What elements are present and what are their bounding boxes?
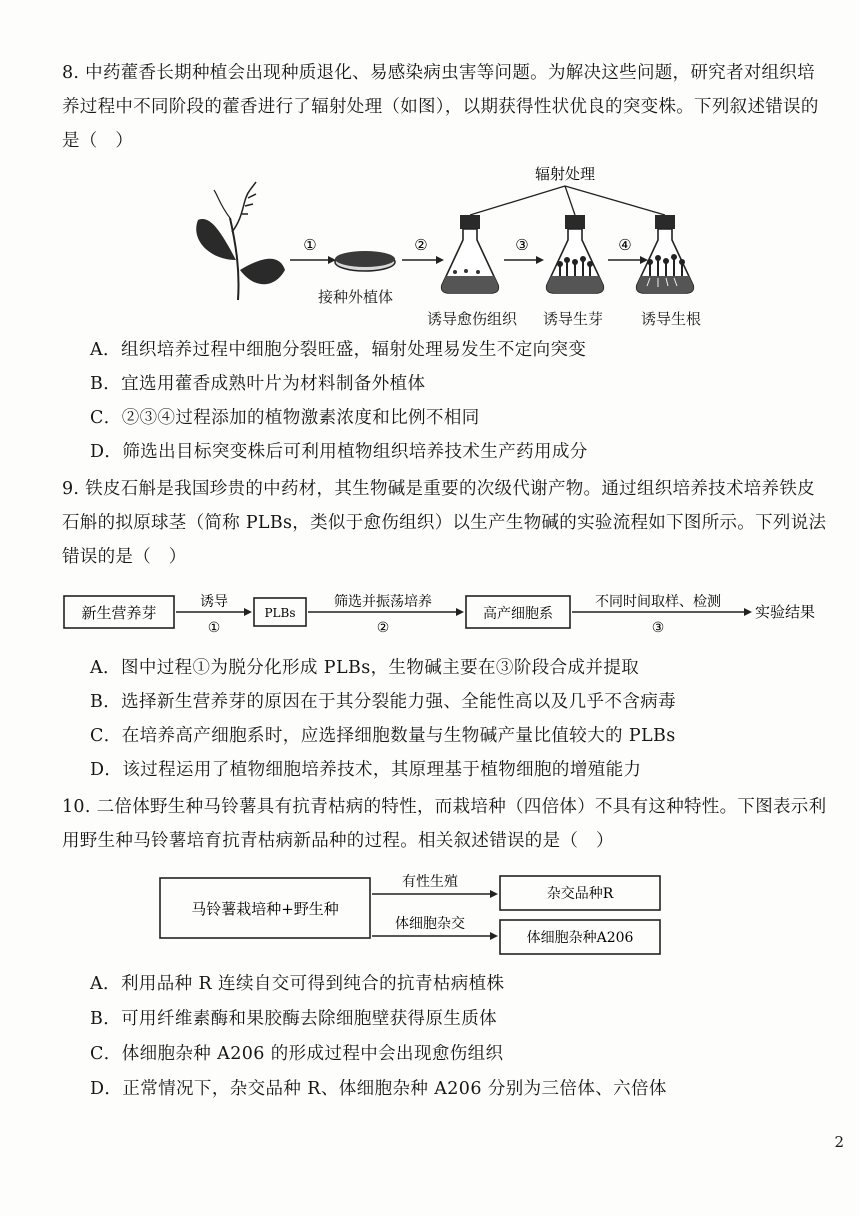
q9-option-b: B．选择新生营养芽的原因在于其分裂能力强、全能性高以及几乎不含病毒 [90,692,677,712]
q10-option-c: C．体细胞杂种 A206 的形成过程中会出现愈伤组织 [90,1044,504,1064]
step2-label: ② [414,236,428,254]
q8-option-b: B．宜选用藿香成熟叶片为材料制备外植体 [90,374,426,394]
flask1-label: 诱导愈伤组织 [427,310,518,328]
step4-label: ④ [618,236,632,254]
q9-arrow3-bottom: ③ [651,620,665,636]
q10-flow-diagram [158,864,668,958]
q9-box3: 高产细胞系 [483,606,553,622]
q10-target2: 体细胞杂种A206 [526,930,634,946]
radiation-line-left [470,186,565,215]
q8-stem: 8. 中药藿香长期种植会出现种质退化、易感染病虫害等问题。为解决这些问题，研究者对组织培养过程中不同阶段的藿香进行了辐射处理（如图），以期获得性状优良的突变株。下列叙述错误的是（ ） [62,63,819,151]
q8-option-a: A．组织培养过程中细胞分裂旺盛，辐射处理易发生不定向突变 [90,340,587,360]
q10-option-a: A．利用品种 R 连续自交可得到纯合的抗青枯病植株 [90,974,505,994]
q10-option-d: D．正常情况下，杂交品种 R、体细胞杂种 A206 分别为三倍体、六倍体 [90,1079,667,1099]
radiation-line-right [565,186,665,215]
q9-result: 实验结果 [755,603,816,621]
q9-box1: 新生营养芽 [81,604,157,622]
plant-icon [196,182,285,300]
q10-option-b: B．可用纤维素酶和果胶酶去除细胞壁获得原生质体 [90,1009,498,1029]
q8-option-c: C．②③④过程添加的植物激素浓度和比例不相同 [90,408,480,428]
q10-stem: 10. 二倍体野生种马铃薯具有抗青枯病的特性，而栽培种（四倍体）不具有这种特性。下图表示利用野生种马铃薯培育抗青枯病新品种的过程。相关叙述错误的是（ ） [62,797,827,851]
q9-arrow1-bottom: ① [207,620,221,636]
q9-flow-diagram [58,584,848,644]
radiation-label: 辐射处理 [534,165,596,183]
q9-option-d: D．该过程运用了植物细胞培养技术，其原理基于植物细胞的增殖能力 [90,760,642,780]
dish-label: 接种外植体 [318,288,394,306]
q9-arrow2-top: 筛选并振荡培养 [334,594,432,610]
q9-option-c: C．在培养高产细胞系时，应选择细胞数量与生物碱产量比值较大的 PLBs [90,726,676,746]
step1-label: ① [303,236,317,254]
q8-figure [170,160,730,330]
q9-stem: 9. 铁皮石斛是我国珍贵的中药材，其生物碱是重要的次级代谢产物。通过组织培养技术培养铁皮石斛的拟原球茎（简称 PLBs，类似于愈伤组织）以生产生物碱的实验流程如下图所示。下列说法错误的是（ ） [62,479,827,567]
q9-option-a: A．图中过程①为脱分化形成 PLBs，生物碱主要在③阶段合成并提取 [90,658,640,678]
page-number: 2 [834,1133,844,1151]
flask3-label: 诱导生根 [641,310,702,328]
q10-arrow1: 有性生殖 [402,874,458,890]
q9-box2: PLBs [264,606,296,620]
q8-option-d: D．筛选出目标突变株后可利用植物组织培养技术生产药用成分 [90,442,588,462]
flask-callus-icon [442,215,499,293]
petri-dish-icon [335,251,395,271]
q9-arrow3-top: 不同时间取样、检测 [595,594,721,610]
q10-source: 马铃薯栽培种+野生种 [191,900,339,918]
flask2-label: 诱导生芽 [543,310,604,328]
flask-shoot-icon [547,215,604,293]
q10-target1: 杂交品种R [546,886,614,902]
q9-arrow2-bottom: ② [376,620,390,636]
q10-arrow2: 体细胞杂交 [395,916,465,932]
step3-label: ③ [515,236,529,254]
q9-arrow1-top: 诱导 [200,594,228,610]
flask-root-icon [637,215,694,293]
radiation-line-mid [565,186,575,215]
